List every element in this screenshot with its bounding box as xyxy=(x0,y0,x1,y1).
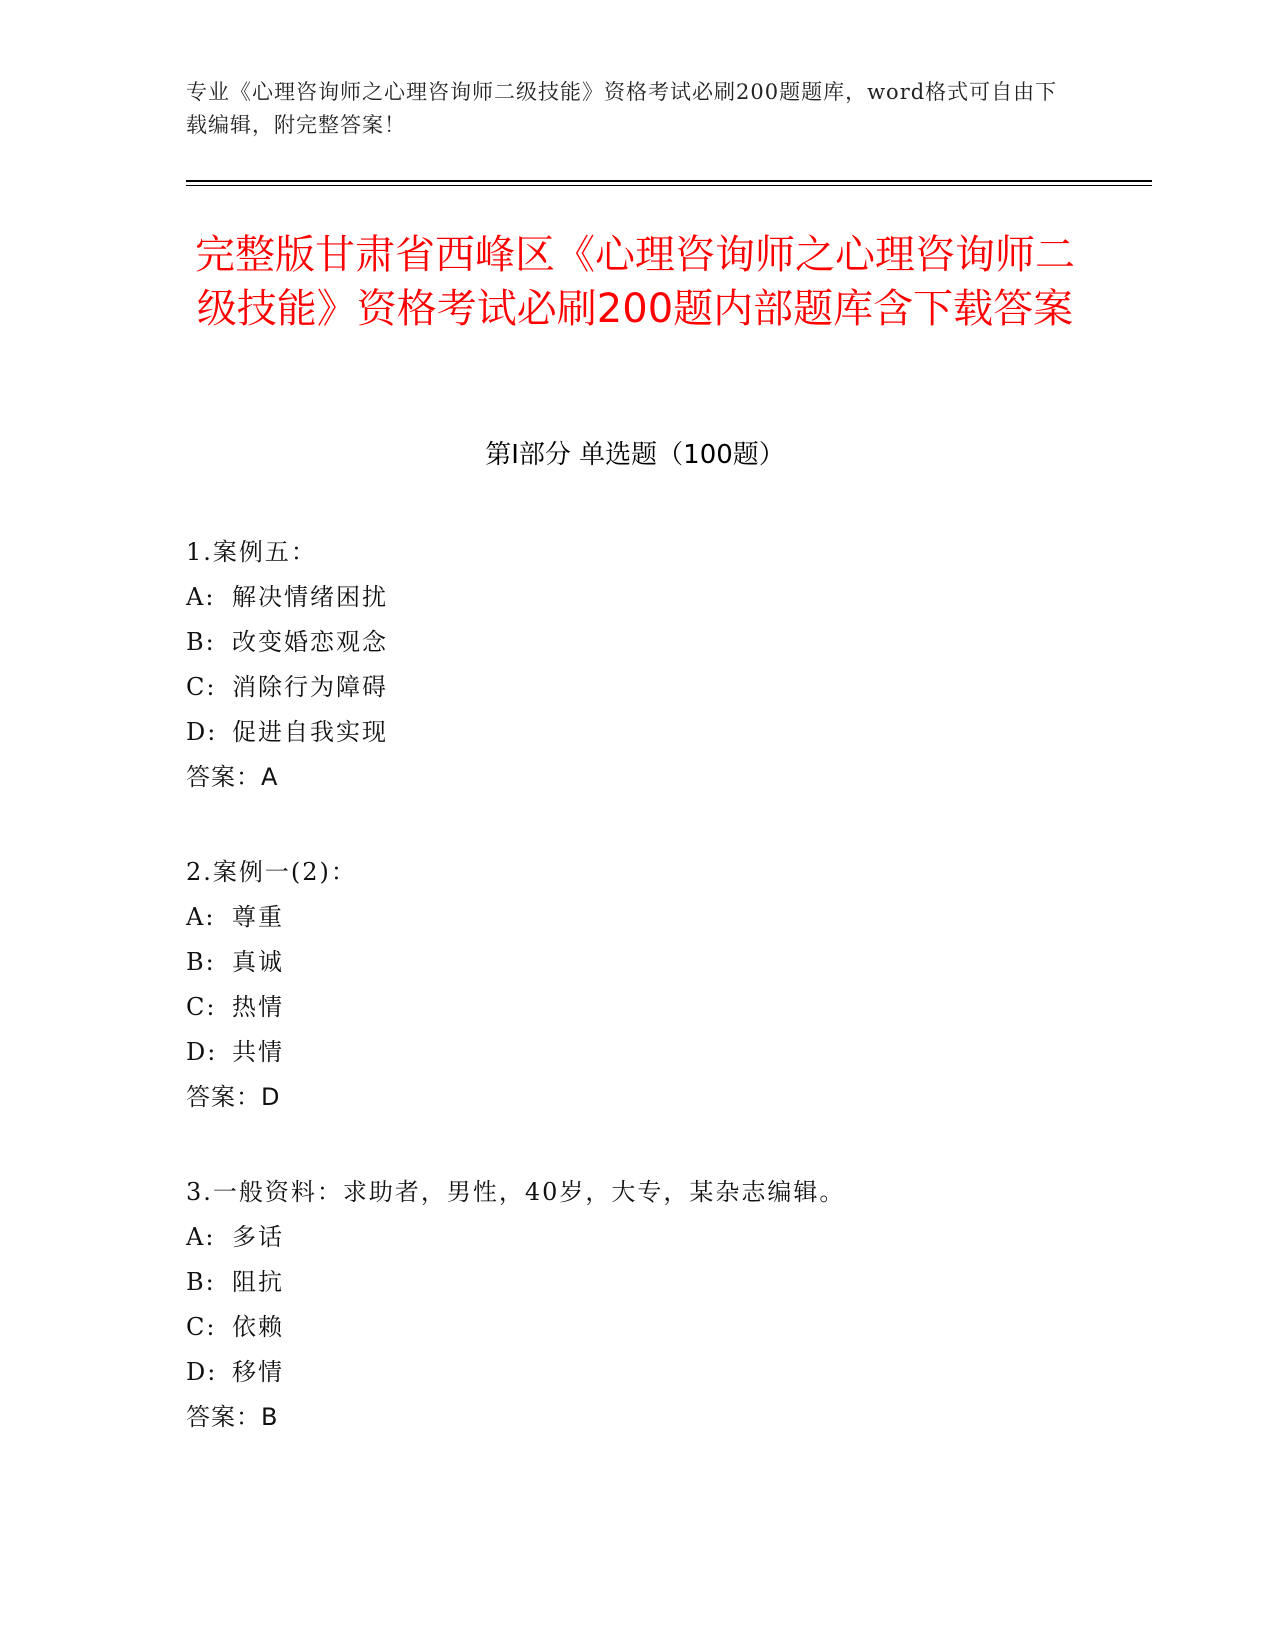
option-key: A: xyxy=(186,903,216,931)
option-key: C: xyxy=(186,1313,217,1341)
header-divider-thin xyxy=(186,185,1152,186)
header-divider-thick xyxy=(186,180,1152,182)
option-text: 消除行为障碍 xyxy=(232,673,388,701)
option-text: 阻抗 xyxy=(232,1268,284,1296)
option-a xyxy=(186,1215,1152,1260)
option-c xyxy=(186,1305,1152,1350)
option-d xyxy=(186,1030,1152,1075)
option-text: 解决情绪困扰 xyxy=(232,583,388,611)
question-stem: 2.案例一(2)： xyxy=(186,858,357,886)
option-text: 真诚 xyxy=(232,948,284,976)
option-key: C: xyxy=(186,993,217,1021)
question-list xyxy=(186,530,1152,1490)
option-text: 多话 xyxy=(232,1223,284,1251)
question-1 xyxy=(186,530,1152,800)
option-key: D: xyxy=(186,1038,218,1066)
question-stem: 1.案例五： xyxy=(186,538,317,566)
option-text: 尊重 xyxy=(232,903,284,931)
option-text: 促进自我实现 xyxy=(232,718,388,746)
option-text: 共情 xyxy=(232,1038,284,1066)
header-note: 专业《心理咨询师之心理咨询师二级技能》资格考试必刷200题题库，word格式可自由下载编辑，附完整答案！ xyxy=(186,80,1058,137)
question-stem: 3.一般资料：求助者，男性，40岁，大专，某杂志编辑。 xyxy=(186,1178,846,1206)
question-3 xyxy=(186,1170,1152,1440)
option-text: 移情 xyxy=(232,1358,284,1386)
option-key: C: xyxy=(186,673,217,701)
option-key: D: xyxy=(186,1358,218,1386)
option-d xyxy=(186,1350,1152,1395)
option-key: D: xyxy=(186,718,218,746)
option-key: A: xyxy=(186,1223,216,1251)
option-key: A: xyxy=(186,583,216,611)
option-b xyxy=(186,940,1152,985)
answer-line: 答案：A xyxy=(186,763,279,791)
option-a xyxy=(186,575,1152,620)
option-c xyxy=(186,665,1152,710)
answer-line: 答案：B xyxy=(186,1403,279,1431)
document-title: 完整版甘肃省西峰区《心理咨询师之心理咨询师二级技能》资格考试必刷200题内部题库含下载答案 xyxy=(195,232,1075,332)
option-text: 依赖 xyxy=(232,1313,284,1341)
option-key: B: xyxy=(186,628,216,656)
question-2 xyxy=(186,850,1152,1120)
option-b xyxy=(186,620,1152,665)
option-b xyxy=(186,1260,1152,1305)
option-key: B: xyxy=(186,948,216,976)
option-key: B: xyxy=(186,1268,216,1296)
option-text: 热情 xyxy=(232,993,284,1021)
option-text: 改变婚恋观念 xyxy=(232,628,388,656)
section-heading: 第Ⅰ部分 单选题（100题） xyxy=(485,440,785,470)
option-c xyxy=(186,985,1152,1030)
option-a xyxy=(186,895,1152,940)
option-d xyxy=(186,710,1152,755)
answer-line: 答案：D xyxy=(186,1083,281,1111)
